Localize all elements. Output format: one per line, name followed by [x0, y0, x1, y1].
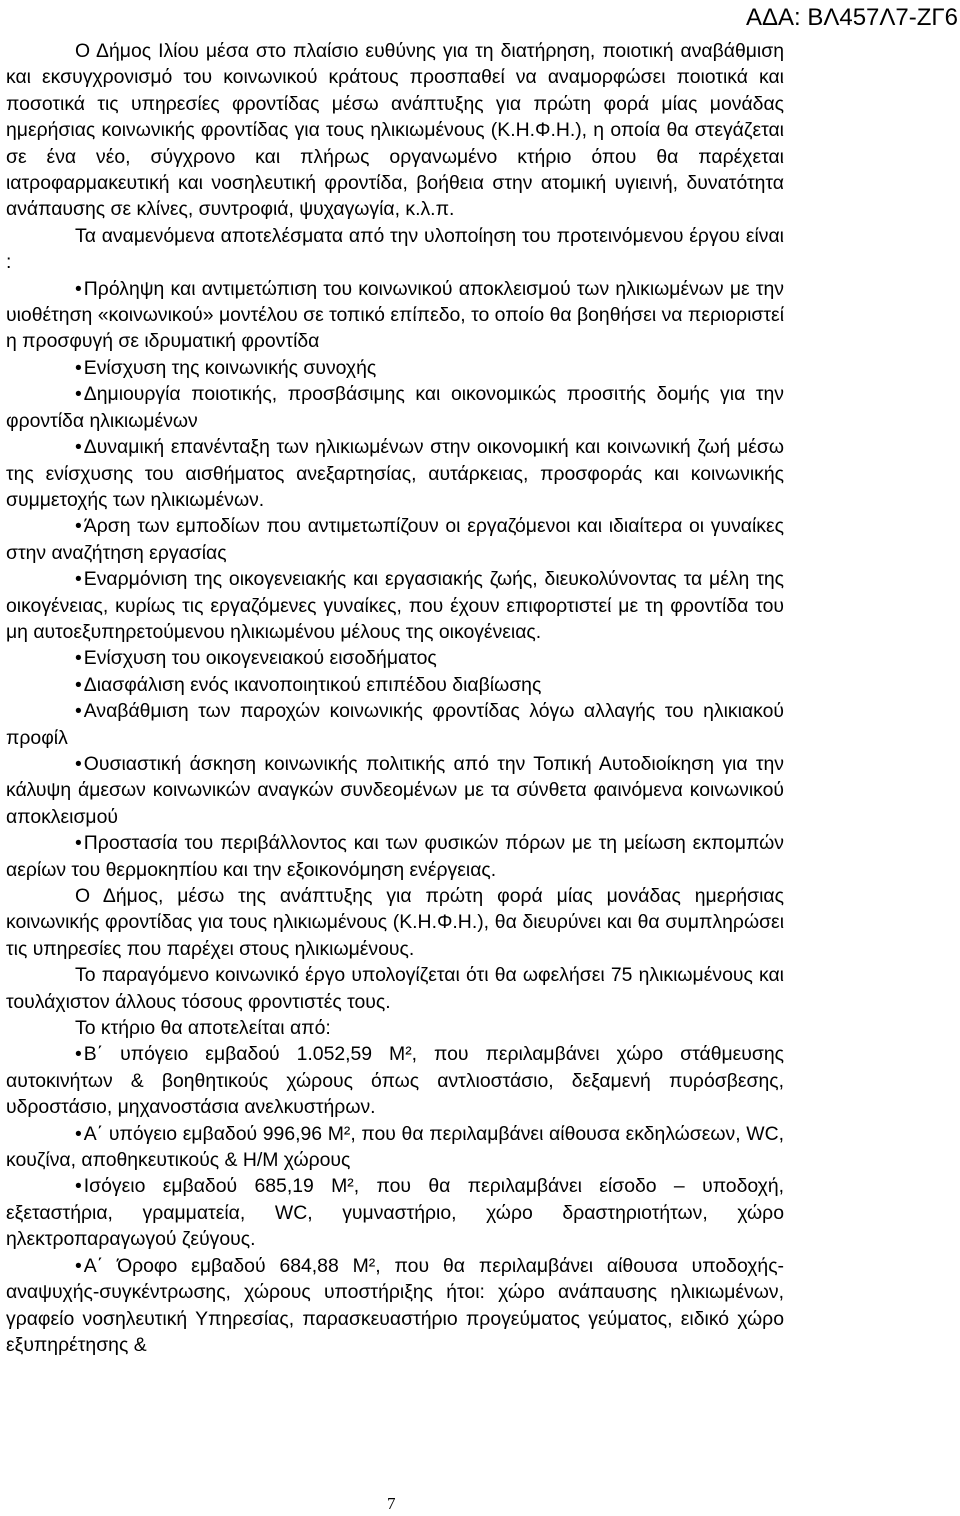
list-item: • Άρση των εμποδίων που αντιμετωπίζουν οι εργαζόμενοι και ιδιαίτερα οι γυναίκες στην αναζήτηση εργασίας [6, 515, 784, 564]
list-item: • Α΄ Όροφο εμβαδού 684,88 Μ², που θα περιλαμβάνει αίθουσα υποδοχής-αναψυχής-συγκέντρωσης, χώρους υποστήριξης ήτοι: χώρο ανάπαυσης ηλικιωμένων, γραφείο νοσηλευτική Υπηρεσίας, παρασκευαστήριο προγεύματος γεύματος, ειδικό χώρο εξυπηρέτησης & [6, 1254, 784, 1356]
bullet-icon: • [75, 1043, 82, 1066]
bullet-icon: • [75, 1175, 82, 1198]
list-item: • Δημιουργία ποιοτικής, προσβάσιμης και οικονομικώς προσιτής δομής για την φροντίδα ηλικιωμένων [6, 383, 784, 432]
bullet-icon: • [75, 568, 82, 591]
intro-paragraph: Ο Δήμος Ιλίου μέσα στο πλαίσιο ευθύνης για τη διατήρηση, ποιοτική αναβάθμιση και εκσυγχρονισμό του κοινωνικού κράτους προσπαθεί να αναμορφώσει ποιοτικά και ποσοτικά τις υπηρεσίες φροντίδας μέσω ανάπτυξης για πρώτη φορά μίας μονάδας ημερήσιας κοινωνικής φροντίδας για τους ηλικιωμένους (Κ.Η.Φ.Η.), η οποία θα στεγάζεται σε ένα νέο, σύγχρονο και πλήρως οργανωμένο κτήριο όπου θα παρέχεται ιατροφαρμακευτική και νοσηλευτική φροντίδα, βοήθεια στην ατομική υγιεινή, δυνατότητα ανάπαυσης σε κλίνες, συντροφιά, ψυχαγωγία, κ.λ.π. [6, 40, 784, 221]
beneficiaries-paragraph: Το παραγόμενο κοινωνικό έργο υπολογίζεται ότι θα ωφελήσει 75 ηλικιωμένους και τουλάχιστον άλλους τόσους φροντιστές τους. [6, 964, 784, 1013]
bullet-icon: • [75, 647, 82, 670]
bullet-icon: • [75, 356, 82, 379]
bullet-icon: • [75, 277, 82, 300]
list-item: • Αναβάθμιση των παροχών κοινωνικής φροντίδας λόγω αλλαγής του ηλικιακού προφίλ [6, 700, 784, 749]
list-item: • Β΄ υπόγειο εμβαδού 1.052,59 Μ², που περιλαμβάνει χώρο στάθμευσης αυτοκινήτων & βοηθητικούς χώρους όπως αντλιοστάσιο, δεξαμενή πυρόσβεσης, υδροστάσιο, μηχανοστάσια ανελκυστήρων. [6, 1043, 784, 1119]
building-list [6, 1041, 784, 1358]
bullet-icon: • [75, 515, 82, 538]
list-item: • Προστασία του περιβάλλοντος και των φυσικών πόρων με τη μείωση εκπομπών αερίων του θερμοκηπίου και την εξοικονόμηση ενέργειας. [6, 832, 784, 881]
list-item: • Α΄ υπόγειο εμβαδού 996,96 Μ², που θα περιλαμβάνει αίθουσα εκδηλώσεων, WC, κουζίνα, αποθηκευτικούς & Η/Μ χώρους [6, 1122, 784, 1172]
list-item: • Ουσιαστική άσκηση κοινωνικής πολιτικής από την Τοπική Αυτοδιοίκηση για την κάλυψη άμεσων κοινωνικών αναγκών συνδεομένων με τα σύνθετα φαινόμενα κοινωνικού αποκλεισμού [6, 752, 784, 828]
bullet-icon: • [75, 700, 82, 723]
bullet-icon: • [75, 1122, 82, 1145]
list-item: • Πρόληψη και αντιμετώπιση του κοινωνικού αποκλεισμού των ηλικιωμένων με την υιοθέτηση «κοινωνικού» μοντέλου σε τοπικό επίπεδο, το οποίο θα βοηθήσει να περιοριστεί η προσφυγή σε ιδρυματική φροντίδα [6, 277, 784, 353]
expansion-paragraph: Ο Δήμος, μέσω της ανάπτυξης για πρώτη φορά μίας μονάδας ημερήσιας κοινωνικής φροντίδας για τους ηλικιωμένους (Κ.Η.Φ.Η.), θα διευρύνει και θα συμπληρώσει τις υπηρεσίες που παρέχει στους ηλικιωμένους. [6, 885, 784, 960]
ada-code: ΑΔΑ: ΒΛ457Λ7-ΖΓ6 [745, 4, 958, 31]
bullet-icon: • [75, 752, 82, 775]
building-intro: Το κτήριο θα αποτελείται από: [75, 1017, 331, 1040]
bullet-icon: • [75, 436, 82, 459]
document-body [6, 38, 784, 1358]
bullet-icon: • [75, 1254, 82, 1277]
results-list [6, 276, 784, 883]
page-number: 7 [387, 1494, 396, 1513]
bullet-icon: • [75, 832, 82, 855]
list-item: • Δυναμική επανένταξη των ηλικιωμένων στην οικονομική και κοινωνική ζωή μέσω της ενίσχυσης του αισθήματος ανεξαρτησίας, αυτάρκειας, προσφοράς και κοινωνικής συμμετοχής των ηλικιωμένων. [6, 436, 784, 511]
list-item: • Ισόγειο εμβαδού 685,19 Μ², που θα περιλαμβάνει είσοδο – υποδοχή, εξεταστήρια, γραμματεία, WC, γυμναστήριο, χώρο δραστηριοτήτων, χώρο ηλεκτροπαραγωγού ζεύγους. [6, 1175, 784, 1251]
list-item: • Ενίσχυση του οικογενειακού εισοδήματος [75, 647, 437, 670]
list-item: • Διασφάλιση ενός ικανοποιητικού επιπέδου διαβίωσης [75, 673, 542, 696]
list-item: • Ενίσχυση της κοινωνικής συνοχής [75, 356, 377, 379]
results-intro: Τα αναμενόμενα αποτελέσματα από την υλοποίηση του προτεινόμενου έργου είναι : [6, 224, 784, 274]
bullet-icon: • [75, 383, 82, 406]
list-item: • Εναρμόνιση της οικογενειακής και εργασιακής ζωής, διευκολύνοντας τα μέλη της οικογένειας, κυρίως τις εργαζόμενες γυναίκες, που έχουν επιφορτιστεί με τη φροντίδα του μη αυτοεξυπηρετούμενου ηλικιωμένου μέλους της οικογένειας. [6, 568, 784, 643]
bullet-icon: • [75, 673, 82, 696]
